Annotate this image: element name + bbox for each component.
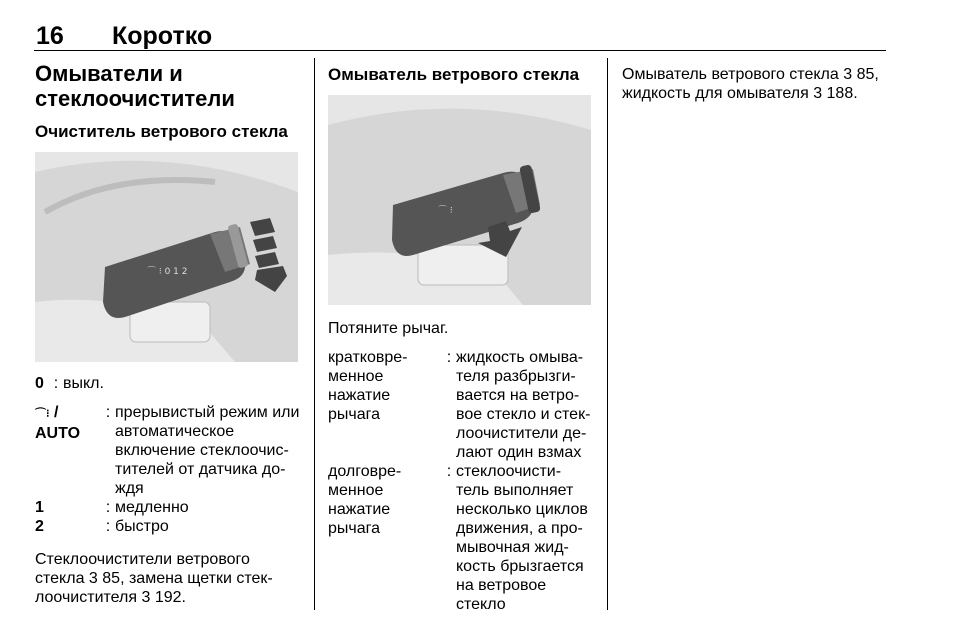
position-key: ⌒⁝ / AUTO	[35, 404, 81, 442]
position-separator: :	[53, 375, 59, 392]
position-key: 1	[35, 499, 44, 516]
figure-caption: Потяните рычаг.	[328, 320, 449, 337]
svg-text:⌒ ⁝ 0 1 2: ⌒ ⁝ 0 1 2	[147, 267, 188, 277]
column-divider-2	[607, 58, 608, 610]
column-2	[328, 58, 594, 614]
action-row-long	[328, 462, 594, 614]
subsection-heading: Омыватель ветрового стекла	[328, 65, 580, 84]
position-separator: :	[105, 404, 111, 421]
action-key: кратковре-менное нажатие рычага	[328, 349, 408, 423]
page-number: 16	[36, 22, 64, 50]
subsection-heading: Очиститель ветрового стекла	[35, 122, 288, 141]
position-row-0	[35, 374, 300, 393]
column-3	[622, 58, 884, 103]
intermittent-wiper-icon: ⌒⁝	[35, 408, 50, 420]
action-key: долговре-менное нажатие рычага	[328, 463, 402, 537]
header-rule	[34, 50, 886, 51]
position-separator: :	[105, 499, 111, 516]
position-text: выкл.	[63, 375, 104, 392]
washer-stalk-illustration	[328, 95, 591, 305]
page-ref-link[interactable]: 3 85	[843, 66, 875, 83]
action-text: жидкость омыва-теля разбрызги-вается на ветро-вое стекло и стек-лоочистители де-лают один взмах	[456, 349, 591, 461]
section-heading: Омыватели и стеклоочистители	[35, 61, 235, 111]
page-ref-link[interactable]: 3 192	[141, 589, 182, 606]
wiper-reference-paragraph: Стеклоочистители ветрового стекла 3 85, замена щетки стек-лоочистителя 3 192.	[35, 551, 273, 606]
position-key: 0	[35, 375, 44, 392]
page-ref-link[interactable]: 3 188	[813, 85, 854, 102]
position-row-auto	[35, 403, 300, 498]
position-separator: :	[105, 518, 111, 535]
action-text: стеклоочисти-тель выполняет несколько циклов движения, а про-мывочная жид-кость брызгается на ветровое стекло	[456, 463, 588, 613]
position-text: прерывистый режим или автоматическое включение стеклоочис-тителей от датчика до-ждя	[115, 404, 300, 497]
wiper-stalk-illustration	[35, 152, 298, 362]
position-text: медленно	[115, 499, 189, 516]
position-row-2	[35, 517, 300, 536]
page-header-title: Коротко	[112, 22, 213, 50]
page-ref-link[interactable]: 3 85	[88, 570, 121, 587]
column-divider-1	[314, 58, 315, 610]
position-key: 2	[35, 518, 44, 535]
action-separator: :	[446, 463, 452, 480]
column-1	[35, 58, 300, 607]
position-text: быстро	[115, 518, 169, 535]
position-row-1	[35, 498, 300, 517]
action-separator: :	[446, 349, 452, 366]
action-row-short	[328, 348, 594, 462]
washer-reference-paragraph: Омыватель ветрового стекла 3 85, жидкость для омывателя 3 188.	[622, 66, 879, 102]
svg-text:⌒ ⁝: ⌒ ⁝	[438, 206, 453, 216]
